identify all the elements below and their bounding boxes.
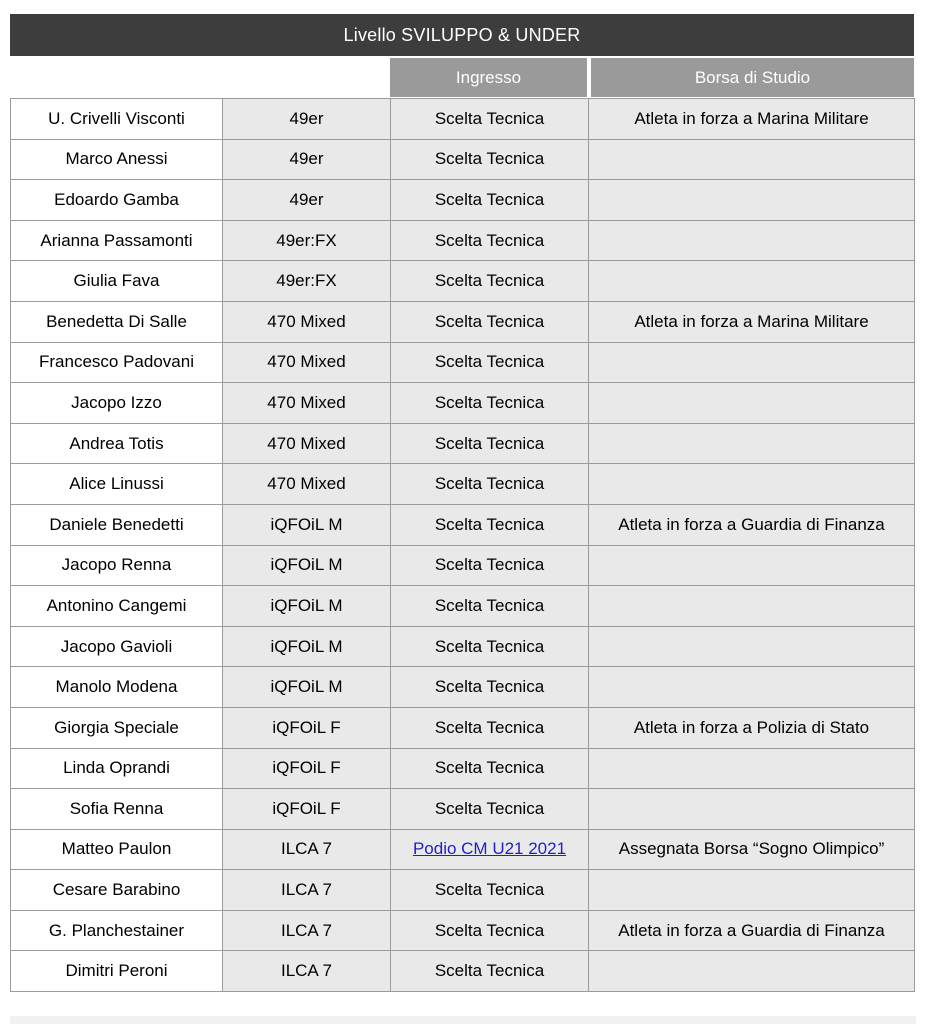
athlete-name-cell: Arianna Passamonti xyxy=(11,220,223,261)
table-row xyxy=(11,586,915,627)
header-spacer xyxy=(10,58,390,97)
table-row xyxy=(11,220,915,261)
table-row xyxy=(11,342,915,383)
table-row xyxy=(11,910,915,951)
ingresso-cell: Scelta Tecnica xyxy=(391,423,589,464)
borsa-cell xyxy=(589,626,915,667)
table-row xyxy=(11,789,915,830)
athlete-name-cell: Cesare Barabino xyxy=(11,870,223,911)
table-row xyxy=(11,626,915,667)
table-row xyxy=(11,423,915,464)
athlete-name-cell: Manolo Modena xyxy=(11,667,223,708)
athlete-name-cell: Marco Anessi xyxy=(11,139,223,180)
ingresso-cell: Scelta Tecnica xyxy=(391,261,589,302)
borsa-cell: Atleta in forza a Marina Militare xyxy=(589,99,915,140)
borsa-cell xyxy=(589,870,915,911)
column-header-ingresso: Ingresso xyxy=(390,58,587,97)
athlete-name-cell: Edoardo Gamba xyxy=(11,180,223,221)
table-row xyxy=(11,504,915,545)
athlete-table xyxy=(10,98,915,992)
boat-class-cell: 470 Mixed xyxy=(223,383,391,424)
athlete-name-cell: U. Crivelli Visconti xyxy=(11,99,223,140)
ingresso-link[interactable]: Podio CM U21 2021 xyxy=(412,839,567,859)
column-header-borsa: Borsa di Studio xyxy=(591,58,914,97)
boat-class-cell: iQFOiL M xyxy=(223,667,391,708)
table-row xyxy=(11,951,915,992)
ingresso-cell xyxy=(391,829,589,870)
ingresso-cell: Scelta Tecnica xyxy=(391,748,589,789)
ingresso-cell: Scelta Tecnica xyxy=(391,667,589,708)
athlete-name-cell: Giorgia Speciale xyxy=(11,707,223,748)
boat-class-cell: iQFOiL F xyxy=(223,707,391,748)
table-title-bar xyxy=(10,14,914,56)
ingresso-cell: Scelta Tecnica xyxy=(391,139,589,180)
ingresso-cell: Scelta Tecnica xyxy=(391,545,589,586)
borsa-cell: Assegnata Borsa “Sogno Olimpico” xyxy=(589,829,915,870)
ingresso-cell: Scelta Tecnica xyxy=(391,586,589,627)
borsa-cell: Atleta in forza a Polizia di Stato xyxy=(589,707,915,748)
athlete-name-cell: Sofia Renna xyxy=(11,789,223,830)
athlete-name-cell: Matteo Paulon xyxy=(11,829,223,870)
athlete-name-cell: Alice Linussi xyxy=(11,464,223,505)
next-row-partial xyxy=(10,1016,916,1024)
athlete-name-cell: Andrea Totis xyxy=(11,423,223,464)
ingresso-cell: Scelta Tecnica xyxy=(391,626,589,667)
borsa-cell xyxy=(589,261,915,302)
boat-class-cell: iQFOiL F xyxy=(223,748,391,789)
borsa-cell xyxy=(589,586,915,627)
boat-class-cell: 49er xyxy=(223,139,391,180)
boat-class-cell: 49er:FX xyxy=(223,261,391,302)
athlete-name-cell: Jacopo Gavioli xyxy=(11,626,223,667)
boat-class-cell: ILCA 7 xyxy=(223,870,391,911)
table-row xyxy=(11,748,915,789)
boat-class-cell: iQFOiL F xyxy=(223,789,391,830)
ingresso-cell: Scelta Tecnica xyxy=(391,464,589,505)
borsa-cell xyxy=(589,342,915,383)
ingresso-cell: Scelta Tecnica xyxy=(391,383,589,424)
athlete-table-body xyxy=(11,99,915,992)
borsa-cell xyxy=(589,464,915,505)
table-title: Livello SVILUPPO & UNDER xyxy=(343,24,581,45)
table-row xyxy=(11,870,915,911)
table-row xyxy=(11,99,915,140)
table-row xyxy=(11,707,915,748)
boat-class-cell: iQFOiL M xyxy=(223,586,391,627)
athlete-name-cell: Jacopo Renna xyxy=(11,545,223,586)
ingresso-cell: Scelta Tecnica xyxy=(391,301,589,342)
borsa-cell xyxy=(589,220,915,261)
boat-class-cell: iQFOiL M xyxy=(223,545,391,586)
ingresso-cell: Scelta Tecnica xyxy=(391,180,589,221)
borsa-cell xyxy=(589,951,915,992)
boat-class-cell: ILCA 7 xyxy=(223,829,391,870)
borsa-cell xyxy=(589,180,915,221)
borsa-cell xyxy=(589,545,915,586)
borsa-cell: Atleta in forza a Guardia di Finanza xyxy=(589,504,915,545)
boat-class-cell: 470 Mixed xyxy=(223,423,391,464)
borsa-cell xyxy=(589,748,915,789)
boat-class-cell: iQFOiL M xyxy=(223,626,391,667)
table-row xyxy=(11,667,915,708)
table-row xyxy=(11,180,915,221)
ingresso-cell: Scelta Tecnica xyxy=(391,870,589,911)
boat-class-cell: 470 Mixed xyxy=(223,464,391,505)
table-row xyxy=(11,829,915,870)
table-row xyxy=(11,383,915,424)
athlete-name-cell: G. Planchestainer xyxy=(11,910,223,951)
ingresso-cell: Scelta Tecnica xyxy=(391,789,589,830)
table-row xyxy=(11,464,915,505)
ingresso-cell: Scelta Tecnica xyxy=(391,99,589,140)
borsa-cell xyxy=(589,139,915,180)
ingresso-cell: Scelta Tecnica xyxy=(391,707,589,748)
table-row xyxy=(11,261,915,302)
athlete-name-cell: Francesco Padovani xyxy=(11,342,223,383)
table-row xyxy=(11,545,915,586)
athlete-name-cell: Linda Oprandi xyxy=(11,748,223,789)
athlete-name-cell: Giulia Fava xyxy=(11,261,223,302)
borsa-cell xyxy=(589,789,915,830)
boat-class-cell: 470 Mixed xyxy=(223,342,391,383)
boat-class-cell: iQFOiL M xyxy=(223,504,391,545)
athlete-name-cell: Benedetta Di Salle xyxy=(11,301,223,342)
borsa-cell xyxy=(589,383,915,424)
athlete-name-cell: Daniele Benedetti xyxy=(11,504,223,545)
borsa-cell xyxy=(589,423,915,464)
boat-class-cell: 49er xyxy=(223,99,391,140)
boat-class-cell: ILCA 7 xyxy=(223,910,391,951)
table-row xyxy=(11,139,915,180)
boat-class-cell: ILCA 7 xyxy=(223,951,391,992)
athlete-name-cell: Antonino Cangemi xyxy=(11,586,223,627)
borsa-cell xyxy=(589,667,915,708)
ingresso-cell: Scelta Tecnica xyxy=(391,220,589,261)
athlete-name-cell: Dimitri Peroni xyxy=(11,951,223,992)
boat-class-cell: 49er:FX xyxy=(223,220,391,261)
ingresso-cell: Scelta Tecnica xyxy=(391,910,589,951)
ingresso-cell: Scelta Tecnica xyxy=(391,342,589,383)
column-header-row xyxy=(10,58,914,97)
ingresso-cell: Scelta Tecnica xyxy=(391,504,589,545)
borsa-cell: Atleta in forza a Marina Militare xyxy=(589,301,915,342)
boat-class-cell: 470 Mixed xyxy=(223,301,391,342)
borsa-cell: Atleta in forza a Guardia di Finanza xyxy=(589,910,915,951)
athlete-name-cell: Jacopo Izzo xyxy=(11,383,223,424)
table-row xyxy=(11,301,915,342)
ingresso-cell: Scelta Tecnica xyxy=(391,951,589,992)
boat-class-cell: 49er xyxy=(223,180,391,221)
